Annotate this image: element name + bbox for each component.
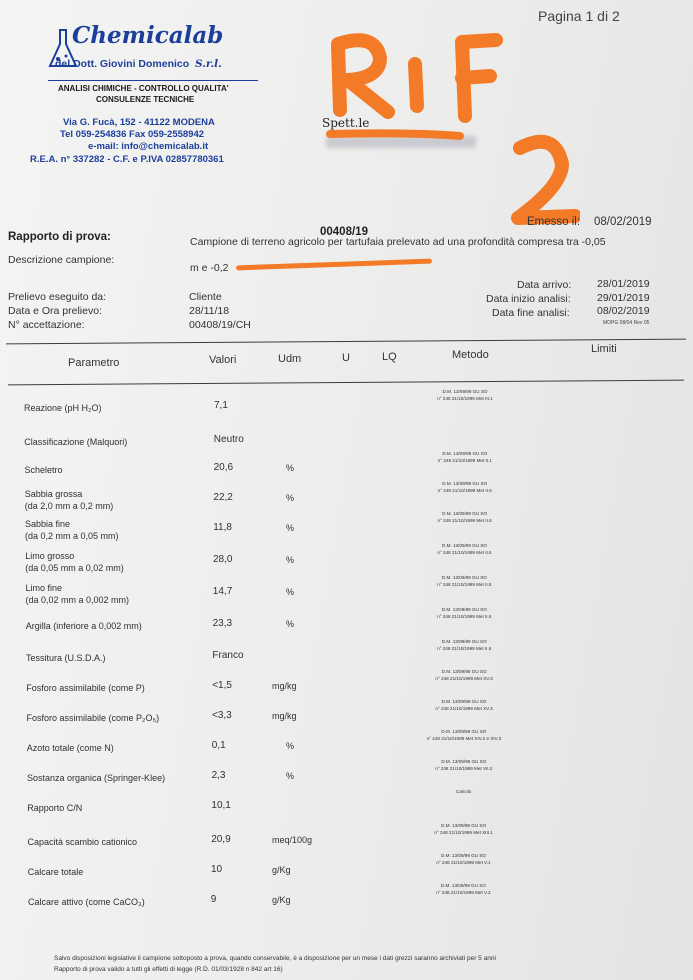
description-line1: Campione di terreno agricolo per tartufaia prelevato ad una profondità compresa tra -0,05 <box>190 236 606 248</box>
method-reference: D.M. 13/09/99 GU SO <box>440 883 486 888</box>
arrival-label: Data arrivo: <box>517 279 572 291</box>
end-value: 08/02/2019 <box>597 305 650 317</box>
unit-of-measure: g/Kg <box>272 895 291 905</box>
method-reference-detail: n° 248 21/10/1999 Met V.2 <box>436 890 491 895</box>
lab-owner: del Dott. Giovini Domenico S.r.l. <box>55 58 222 70</box>
result-value: 14,7 <box>212 586 233 597</box>
method-reference: D.M. 13/09/99 GU SO <box>442 543 487 548</box>
method-reference: D.M. 13/09/99 GU SO <box>441 607 487 612</box>
parameter-name: Scheletro <box>24 465 63 475</box>
method-reference-detail: n° 248 21/10/1999 Met II.6 <box>437 614 492 619</box>
result-value: 20,9 <box>211 834 231 845</box>
sampling-value: Cliente <box>189 291 222 303</box>
issued-label: Emesso il: <box>527 216 581 228</box>
arrival-value: 28/01/2019 <box>597 278 650 290</box>
end-label: Data fine analisi: <box>492 307 570 319</box>
method-reference: D.M. 13/09/99 GU SO <box>442 451 488 456</box>
method-reference: D.M. 13/09/99 GU SO <box>441 699 487 704</box>
method-reference-detail: n° 248 21/10/1999 Met XV.3 <box>435 706 493 711</box>
col-udm: Udm <box>278 353 302 365</box>
footer-line1: Salvo disposizioni legislative il campione sottoposto a prova, quando conservabile, è a disposizione per un mese i dati grezzi saranno archiviati per 5 anni <box>54 955 496 962</box>
unit-of-measure: % <box>286 771 295 781</box>
parameter-range: (da 0,02 mm a 0,002 mm) <box>25 595 130 605</box>
parameter-range: (da 2,0 mm a 0,2 mm) <box>24 501 114 511</box>
method-reference: D.M. 13/09/99 GU SO <box>442 481 488 486</box>
result-value: 23,3 <box>212 618 233 629</box>
lab-email: e-mail: info@chemicalab.it <box>88 141 209 152</box>
parameter-name: Limo fine <box>25 583 63 593</box>
lab-address: Via G. Fucà, 152 - 41122 MODENA <box>63 117 215 128</box>
lab-name: Chemicalab <box>72 22 224 49</box>
report-number: 00408/19 <box>320 226 368 238</box>
method-reference: D.M. 13/09/99 GU SO <box>441 669 487 674</box>
parameter-name: Calcare totale <box>27 867 84 877</box>
parameter-name: Fosforo assimilabile (come P₂O₅) <box>26 713 160 723</box>
col-lq: LQ <box>382 351 397 363</box>
handwritten-annotation <box>300 18 580 233</box>
parameter-range: (da 0,2 mm a 0,05 mm) <box>25 531 119 541</box>
unit-of-measure: % <box>286 555 295 565</box>
datetime-value: 28/11/18 <box>189 305 230 317</box>
report-title: Rapporto di prova: <box>8 231 111 243</box>
parameter-name: Sostanza organica (Springer-Klee) <box>27 773 166 783</box>
method-reference-detail: n° 248 21/10/1999 Met XV.3 <box>435 676 493 681</box>
issued-date: 08/02/2019 <box>594 216 652 228</box>
acceptance-label: N° accettazione: <box>8 319 85 331</box>
sampling-label: Prelievo eseguito da: <box>8 291 107 303</box>
unit-of-measure: % <box>286 741 295 751</box>
col-limiti: Limiti <box>591 343 617 355</box>
result-value: 9 <box>210 894 217 905</box>
unit-of-measure: % <box>286 463 295 473</box>
parameter-name: Rapporto C/N <box>27 803 83 813</box>
result-value: 10,1 <box>211 800 231 811</box>
col-metodo: Metodo <box>452 349 489 361</box>
result-value: Franco <box>212 650 244 661</box>
unit-of-measure: mg/kg <box>272 681 297 691</box>
unit-of-measure: % <box>286 523 295 533</box>
result-value: 22,2 <box>213 492 233 503</box>
parameter-name: Sabbia grossa <box>24 489 83 499</box>
result-value: Neutro <box>213 434 244 445</box>
recipient-label: Spett.le <box>322 116 370 130</box>
start-label: Data inizio analisi: <box>486 293 571 305</box>
method-reference: D.M. 13/09/99 GU SO <box>441 639 487 644</box>
parameter-range: (da 0,05 mm a 0,02 mm) <box>25 563 124 573</box>
form-code: MOPG 08/04 Rev 05 <box>603 320 650 326</box>
result-value: <1,5 <box>212 680 232 691</box>
method-reference: D.M. 13/09/99 GU SO <box>441 729 487 734</box>
unit-of-measure: g/Kg <box>272 865 291 875</box>
lab-registry: R.E.A. n° 337282 - C.F. e P.IVA 02857780361 <box>30 154 224 165</box>
method-reference-detail: n° 248 21/10/1999 Met II.5 <box>437 582 492 587</box>
parameter-name: Calcare attivo (come CaCO₃) <box>28 897 145 907</box>
result-value: <3,3 <box>212 710 232 721</box>
result-value: 28,0 <box>213 554 233 565</box>
result-value: 2,3 <box>211 770 226 781</box>
result-value: 10 <box>211 864 223 875</box>
method-reference: D.M. 13/09/99 GU SO <box>442 511 488 516</box>
method-reference-detail: n° 248 21/10/1999 Met III.1 <box>437 396 493 401</box>
lab-services-line2: CONSULENZE TECNICHE <box>96 95 195 104</box>
method-reference-detail: n° 248 21/10/1999 Met II.6 <box>437 518 492 523</box>
unit-of-measure: meq/100g <box>272 835 313 845</box>
lab-phone: Tel 059-254836 Fax 059-2558942 <box>60 129 205 140</box>
unit-of-measure: % <box>286 619 295 629</box>
result-value: 20,6 <box>213 462 234 473</box>
divider <box>48 80 258 81</box>
result-value: 11,8 <box>213 522 232 533</box>
parameter-name: Classificazione (Malquori) <box>24 437 128 447</box>
method-reference-detail: n° 248 21/10/1999 Met II.6 <box>437 488 492 493</box>
method-reference-detail: n° 248 21/10/1999 Met VII.2 <box>435 766 493 771</box>
method-reference-detail: n° 248 21/10/1999 Met XIV.2 e XIV.3 <box>426 736 502 741</box>
method-reference: D.M. 13/09/99 GU SO <box>441 759 487 764</box>
acceptance-value: 00408/19/CH <box>189 319 251 331</box>
col-parametro: Parametro <box>68 357 120 369</box>
method-reference: D.M. 13/09/99 GU SO <box>441 575 487 580</box>
start-value: 29/01/2019 <box>597 292 650 304</box>
unit-of-measure: % <box>286 493 295 503</box>
page-number: Pagina 1 di 2 <box>538 8 620 24</box>
lab-services-line1: ANALISI CHIMICHE - CONTROLLO QUALITA' <box>58 84 229 93</box>
method-reference-detail: n° 248 21/10/1999 Met XIII.1 <box>434 830 493 835</box>
redaction-stroke <box>236 259 432 271</box>
method-reference: D.M. 13/09/99 GU SO <box>442 389 488 394</box>
method-reference: D.M. 13/09/99 GU SO <box>441 823 487 828</box>
col-valori: Valori <box>209 354 237 366</box>
method-reference: Calcolo <box>456 789 472 794</box>
method-reference: D.M. 13/09/99 GU SO <box>441 853 486 858</box>
parameter-name: Sabbia fine <box>25 519 71 529</box>
parameter-name: Azoto totale (come N) <box>26 743 114 753</box>
unit-of-measure: % <box>286 587 295 597</box>
result-value: 0,1 <box>211 740 226 751</box>
col-u: U <box>342 352 350 364</box>
parameter-name: Reazione (pH H₂O) <box>24 403 102 413</box>
method-reference-detail: n° 248 21/10/1999 Met II.6 <box>437 646 492 651</box>
datetime-label: Data e Ora prelievo: <box>8 305 102 317</box>
unit-of-measure: mg/kg <box>272 711 297 721</box>
parameter-name: Capacità scambio cationico <box>27 837 138 847</box>
result-value: 7,1 <box>214 400 228 411</box>
parameter-name: Tessitura (U.S.D.A.) <box>26 653 106 663</box>
table-header-rule <box>8 380 684 386</box>
parameter-name: Limo grosso <box>25 551 75 561</box>
parameter-name: Fosforo assimilabile (come P) <box>26 683 145 693</box>
method-reference-detail: n° 248 21/10/1999 Met II.6 <box>437 550 492 555</box>
table-top-rule <box>6 339 686 345</box>
description-line2: m e -0,2 <box>190 262 229 274</box>
method-reference-detail: n° 248 21/10/1999 Met V.1 <box>436 860 491 865</box>
description-label: Descrizione campione: <box>8 254 115 266</box>
method-reference-detail: n° 248 21/10/1999 Met II.1 <box>437 458 492 463</box>
parameter-name: Argilla (inferiore a 0,002 mm) <box>25 621 142 631</box>
footer-line2: Rapporto di prova valido a tutti gli effetti di legge (R.D. 01/03/1928 n 842 art 16) <box>54 966 283 973</box>
